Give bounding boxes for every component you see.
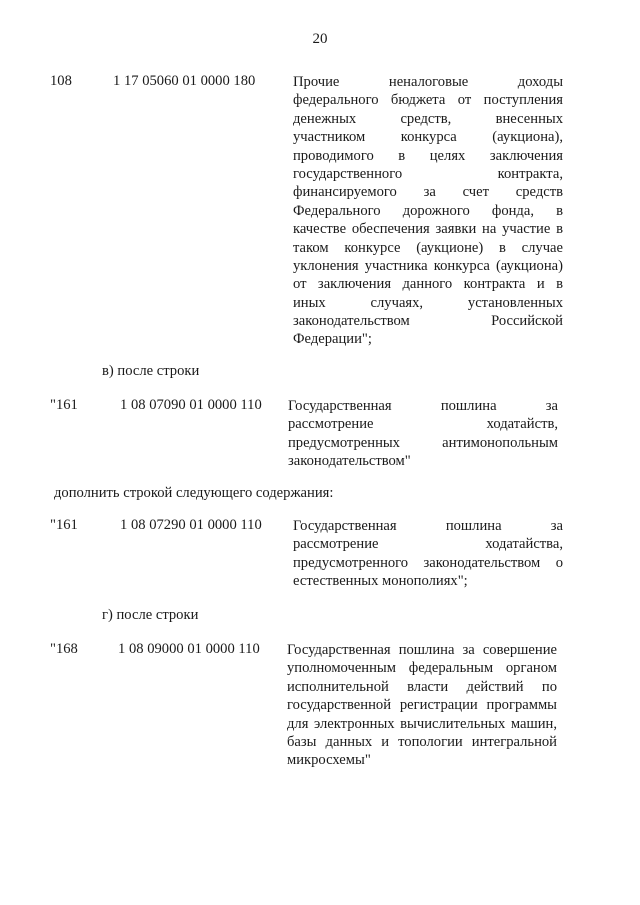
row-description bbox=[288, 397, 558, 471]
description-line: государственного контракта, bbox=[293, 165, 563, 182]
description-line: исполнительной власти действий по bbox=[287, 678, 557, 695]
description-line: от заключения данного контракта и в bbox=[293, 276, 563, 293]
row-code: "161 bbox=[50, 517, 78, 533]
row-kbk: 1 08 07290 01 0000 110 bbox=[120, 517, 262, 533]
description-line: законодательством" bbox=[288, 453, 411, 470]
instruction-after-row-v: в) после строки bbox=[102, 363, 200, 379]
description-line: рассмотрение ходатайств, bbox=[288, 416, 558, 433]
row-description bbox=[293, 517, 563, 591]
description-line: финансируемого за счет средств bbox=[293, 184, 563, 201]
description-line: базы данных и топологии интегральной bbox=[287, 733, 557, 750]
description-line: уполномоченным федеральным органом bbox=[287, 660, 557, 677]
description-line: Прочие неналоговые доходы bbox=[293, 74, 563, 90]
description-line: денежных средств, внесенных bbox=[293, 110, 563, 127]
description-line: таком конкурсе (аукционе) в случае bbox=[293, 239, 563, 256]
row-kbk: 1 08 07090 01 0000 110 bbox=[120, 397, 262, 413]
description-line: проводимого в целях заключения bbox=[293, 147, 563, 164]
description-line: микросхемы" bbox=[287, 752, 371, 769]
description-line: Государственная пошлина за bbox=[293, 518, 563, 534]
row-code: "161 bbox=[50, 397, 78, 413]
description-line: законодательством Российской bbox=[293, 313, 563, 330]
description-line: иных случаях, установленных bbox=[293, 294, 563, 311]
row-kbk: 1 08 09000 01 0000 110 bbox=[118, 641, 260, 657]
description-line: качестве обеспечения заявки на участие в bbox=[293, 221, 563, 238]
description-line: государственной регистрации программы bbox=[287, 697, 557, 714]
page-number: 20 bbox=[312, 31, 328, 47]
row-kbk: 1 17 05060 01 0000 180 bbox=[113, 73, 256, 89]
description-line: участником конкурса (аукциона), bbox=[293, 129, 563, 146]
description-line: Государственная пошлина за bbox=[288, 398, 558, 414]
description-line: Государственная пошлина за совершение bbox=[287, 642, 557, 658]
description-line: Федерации"; bbox=[293, 331, 372, 348]
description-line: для электронных вычислительных машин, bbox=[287, 715, 557, 732]
description-line: предусмотренных антимонопольным bbox=[288, 434, 558, 451]
description-line: федерального бюджета от поступления bbox=[293, 92, 563, 109]
row-description bbox=[287, 641, 557, 770]
row-description bbox=[293, 73, 563, 349]
description-line: рассмотрение ходатайства, bbox=[293, 536, 563, 553]
description-line: естественных монополиях"; bbox=[293, 573, 468, 590]
row-code: 108 bbox=[50, 73, 72, 89]
description-line: предусмотренного законодательством о bbox=[293, 554, 563, 571]
instruction-add-row: дополнить строкой следующего содержания: bbox=[54, 485, 334, 501]
row-code: "168 bbox=[50, 641, 78, 657]
description-line: Федерального дорожного фонда, в bbox=[293, 202, 563, 219]
description-line: уклонения участника конкурса (аукциона) bbox=[293, 257, 563, 274]
instruction-after-row-g: г) после строки bbox=[102, 607, 199, 623]
